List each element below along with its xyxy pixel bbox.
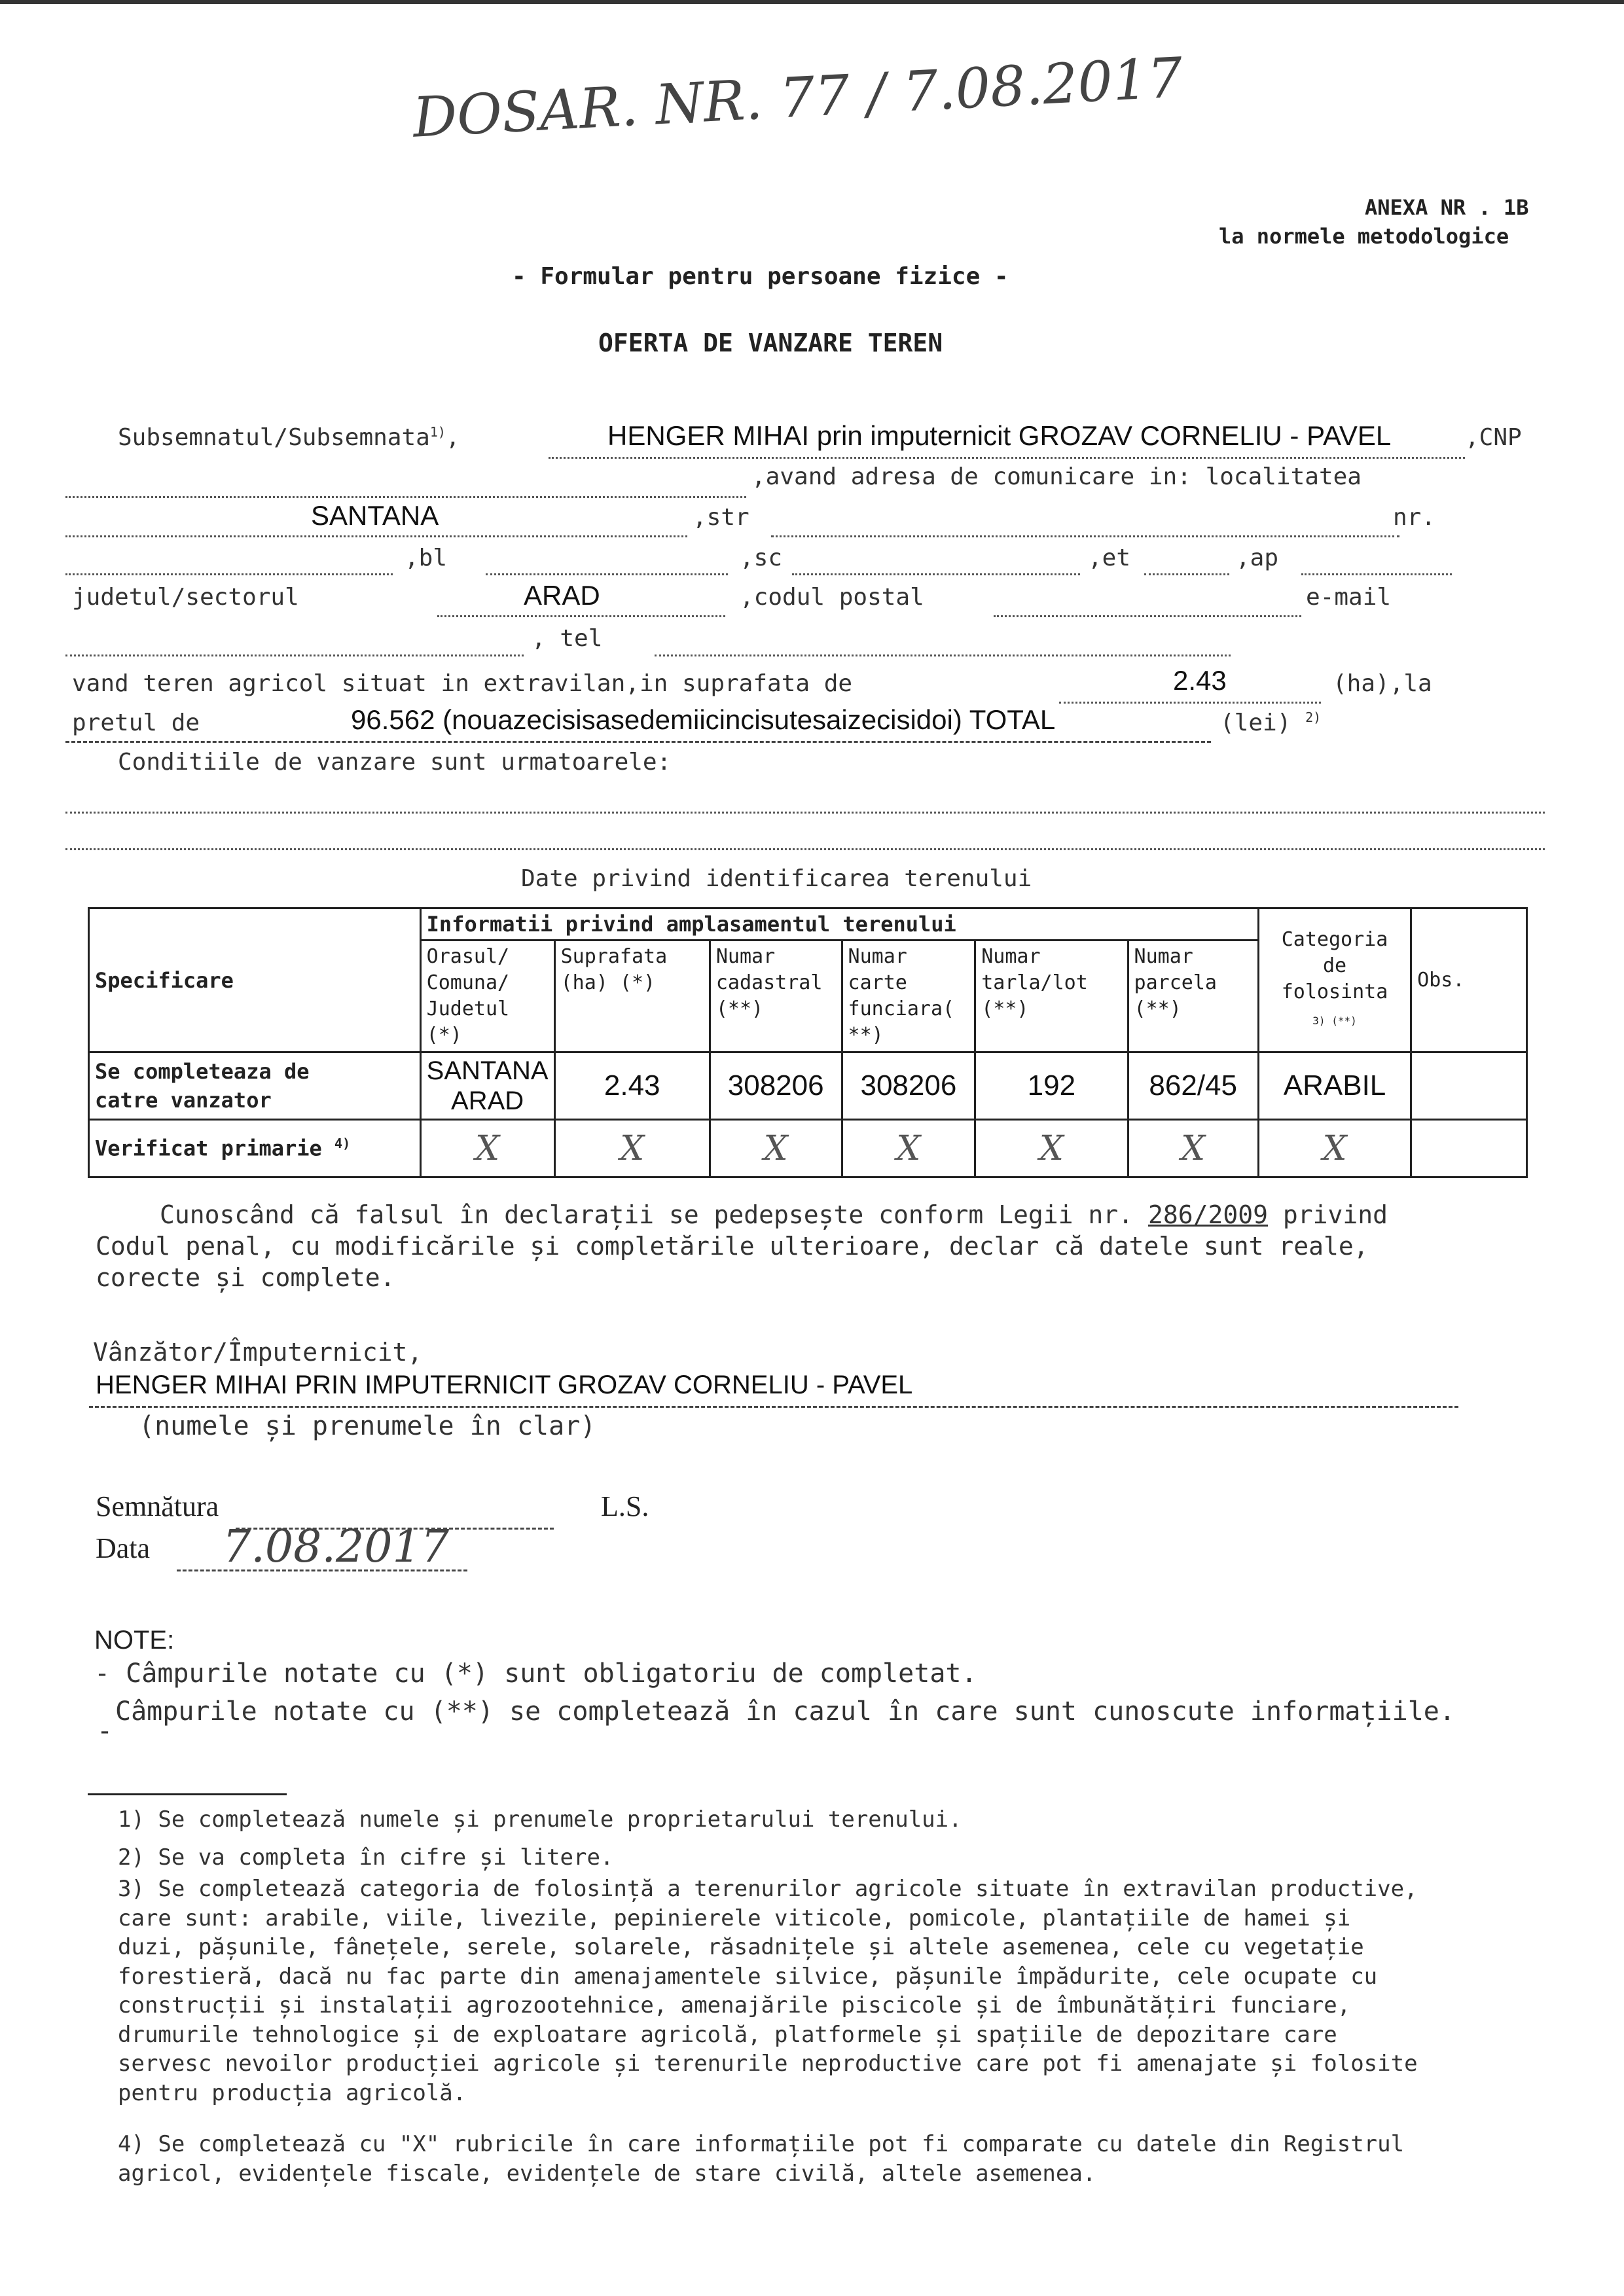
- footnote-1: 1) Se completează numele și prenumele proprietarului terenului.: [118, 1806, 962, 1833]
- col-suprafata: Suprafata (ha) (*): [554, 941, 710, 1052]
- cell-carte-funciara: 308206: [842, 1052, 975, 1120]
- suprafata-value: 2.43: [1173, 665, 1227, 696]
- form-type: - Formular pentru persoane fizice -: [512, 263, 1009, 290]
- notes-title: NOTE:: [94, 1626, 175, 1655]
- label-adresa: ,avand adresa de comunicare in: localitatea: [751, 463, 1362, 490]
- land-identification-table: [88, 907, 1528, 1178]
- data-line: [177, 1570, 467, 1571]
- seller-name: HENGER MIHAI prin imputernicit GROZAV CORNELIU - PAVEL: [607, 420, 1392, 451]
- cnp-line: [65, 496, 746, 498]
- footnote-4: 4) Se completează cu "X" rubricile în care informațiile pot fi comparate cu datele din Registrul agricol, evidențele fiscale, evidențele de stare civilă, altele asemenea.: [118, 2131, 1405, 2187]
- data-handwritten: 7.08.2017: [223, 1521, 450, 1573]
- declaration-line-3: corecte și complete.: [96, 1263, 395, 1292]
- judet-value: ARAD: [524, 580, 600, 611]
- cell-cadastral: 308206: [710, 1052, 842, 1120]
- cod-postal-line: [994, 615, 1301, 617]
- law-number: 286/2009: [1147, 1200, 1268, 1229]
- col-cadastral: Numar cadastral (**): [710, 941, 842, 1052]
- annex-number: ANEXA NR . 1B: [1365, 195, 1529, 220]
- suprafata-line: [1059, 702, 1321, 704]
- mark-cadastral: X: [710, 1120, 842, 1177]
- handwritten-file-reference: DOSAR. NR. 77 / 7.08.2017: [411, 45, 1185, 150]
- et-line: [1144, 573, 1229, 575]
- label-sc: ,sc: [740, 545, 783, 571]
- label-ls: L.S.: [601, 1490, 649, 1522]
- col-tarla-lot: Numar tarla/lot (**): [975, 941, 1128, 1052]
- mark-suprafata: X: [554, 1120, 710, 1177]
- declaration-line-2: Codul penal, cu modificările și completările ulterioare, declar că datele sunt reale,: [96, 1232, 1369, 1261]
- cell-parcela: 862/45: [1128, 1052, 1258, 1120]
- label-cod-postal: ,codul postal: [740, 584, 924, 611]
- group-header-amplasament: Informatii privind amplasamentul terenului: [420, 908, 1258, 941]
- label-tel: , tel: [532, 625, 603, 652]
- mark-parcela: X: [1128, 1120, 1258, 1177]
- label-vand-teren: vand teren agricol situat in extravilan,in suprafata de: [72, 670, 853, 697]
- localitate-line: [65, 535, 687, 537]
- cell-oras: SANTANA ARAD: [420, 1052, 554, 1120]
- signatory-name-line: [89, 1406, 1458, 1408]
- col-carte-funciara: Numar carte funciara( **): [842, 941, 975, 1052]
- label-ha: (ha),la: [1333, 670, 1432, 697]
- notes-line-2: Câmpurile notate cu (**) se completează în cazul în care sunt cunoscute informațiile.: [115, 1696, 1455, 1727]
- footnote-separator: [88, 1793, 287, 1795]
- label-subsemnatul: Subsemnatul/Subsemnata$^{1)}$,: [118, 424, 460, 451]
- label-pret: pretul de: [72, 709, 200, 736]
- label-ap: ,ap: [1236, 545, 1279, 571]
- mark-obs: [1411, 1120, 1527, 1177]
- localitate-value: SANTANA: [311, 500, 439, 531]
- mark-tarla: X: [975, 1120, 1128, 1177]
- pret-value: 96.562 (nouazecisisasedemiicincisutesaizecisidoi) TOTAL: [351, 704, 1056, 735]
- label-str: ,str: [693, 504, 749, 531]
- seller-name-line: [549, 457, 1465, 459]
- row-vanzator-label: Se completeaza de catre vanzator: [89, 1052, 421, 1120]
- pret-line: [65, 741, 1211, 743]
- cell-tarla: 192: [975, 1052, 1128, 1120]
- tel-line: [655, 655, 1231, 656]
- label-data: Data: [96, 1532, 151, 1564]
- label-judet: judetul/sectorul: [72, 584, 299, 611]
- table-caption: Date privind identificarea terenului: [521, 865, 1032, 892]
- bl-line: [486, 573, 728, 575]
- mark-categoria: X: [1258, 1120, 1411, 1177]
- col-oras: Orasul/ Comuna/ Judetul (*): [420, 941, 554, 1052]
- cell-categoria: ARABIL: [1258, 1052, 1411, 1120]
- mark-carte: X: [842, 1120, 975, 1177]
- note-numele-in-clar: (numele și prenumele în clar): [139, 1411, 596, 1441]
- label-lei: (lei) $^{2)}$: [1220, 709, 1322, 736]
- conditii-line-2: [65, 848, 1545, 850]
- label-vanzator-imputernicit: Vânzător/Împuternicit,: [93, 1338, 423, 1367]
- scan-border: [0, 0, 1624, 4]
- col-parcela: Numar parcela (**): [1128, 941, 1258, 1052]
- cell-suprafata: 2.43: [554, 1052, 710, 1120]
- annex-subtitle: la normele metodologice: [1219, 224, 1509, 249]
- label-cnp: ,CNP: [1465, 424, 1522, 451]
- row-primarie: [89, 1120, 1527, 1177]
- page-title: OFERTA DE VANZARE TEREN: [598, 329, 943, 357]
- label-conditii: Conditiile de vanzare sunt urmatoarele:: [118, 749, 672, 776]
- mark-oras: X: [420, 1120, 554, 1177]
- declaration-line-1: Cunoscând că falsul în declarații se pedepsește conform Legii nr. 286/2009 privind: [160, 1200, 1388, 1229]
- judet-line: [437, 615, 725, 617]
- col-categoria: Categoria de folosinta 3) (**): [1258, 908, 1411, 1052]
- label-email: e-mail: [1306, 584, 1392, 611]
- label-semnatura: Semnătura: [96, 1490, 219, 1522]
- cell-obs: [1411, 1052, 1527, 1120]
- notes-line-1: - Câmpurile notate cu (*) sunt obligatoriu de completat.: [94, 1659, 977, 1689]
- label-nr: nr.: [1393, 504, 1436, 531]
- label-bl: ,bl: [405, 545, 448, 571]
- footnote-3: 3) Se completează categoria de folosință a terenurilor agricole situate în extravilan productive, care sunt: arabile, viile, livezile, pepinierele viticole, pomicole, plantațiile de hamei și duzi, pășunile, fânețele, serele, solarele, răsadnițele și altele asemenea, cele cu vegetație forestieră, dacă nu fac parte din amenajamentele silvice, pășunile împădurite, cele ocupate cu construcții și instalații agrozootehnice, amenajările piscicole și de îmbunătățiri funciare, drumurile tehnologice și de exploatare agricolă, platformele și spațiile de depozitare care servesc nevoilor producției agricole și terenurile neproductive care pot fi amenajate și folosite pentru producția agricolă.: [118, 1876, 1418, 2106]
- str-line: [771, 535, 1399, 537]
- notes-dash: -: [97, 1716, 113, 1746]
- table-header-row-1: [89, 908, 1527, 941]
- col-specificare: Specificare: [89, 908, 421, 1052]
- sc-line: [792, 573, 1080, 575]
- signatory-name: HENGER MIHAI PRIN IMPUTERNICIT GROZAV CORNELIU - PAVEL: [96, 1371, 913, 1399]
- col-obs: Obs.: [1411, 908, 1527, 1052]
- footnote-2: 2) Se va completa în cifre și litere.: [118, 1844, 614, 1871]
- ap-line: [1301, 573, 1452, 575]
- row-primarie-label: Verificat primarie $^{4)}$: [89, 1120, 421, 1177]
- email-line: [65, 655, 524, 656]
- nr-line: [65, 573, 393, 575]
- label-et: ,et: [1088, 545, 1131, 571]
- conditii-line-1: [65, 812, 1545, 814]
- row-vanzator: [89, 1052, 1527, 1120]
